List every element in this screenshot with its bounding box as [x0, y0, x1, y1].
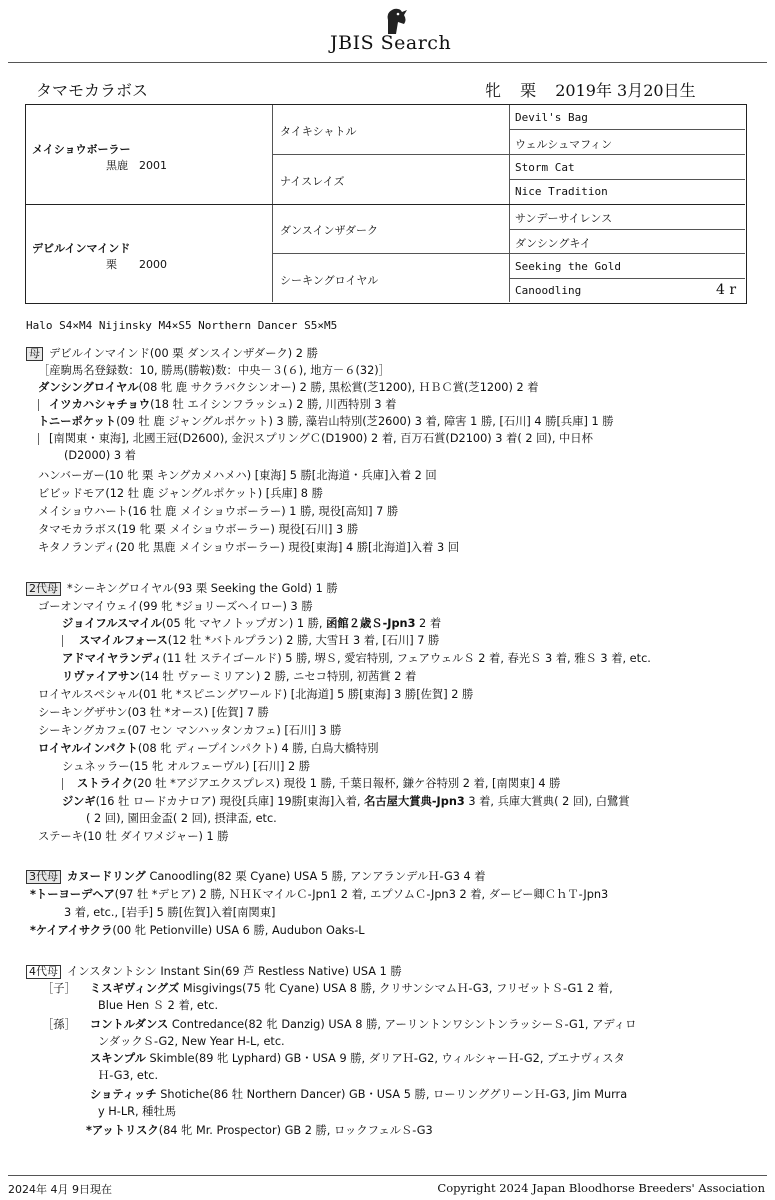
- pedigree-gen2-sire-sire[interactable]: タイキシャトル: [280, 125, 357, 138]
- pedigree-gen3-8[interactable]: Canoodling: [515, 284, 582, 297]
- list-item: ［孫］ コントルダンス Contredance(82 牝 Danzig) USA 8 勝, アーリントンワシントンラッシーＳ-G1, アディロ: [42, 1018, 637, 1031]
- pedigree-gen3-5[interactable]: サンデーサイレンス: [515, 212, 613, 225]
- list-item: ［子］ ミスギヴィングズ Misgivings(75 牝 Cyane) USA 8 勝, クリサンシマムＨ-G3, フリゼットＳ-G1 2 着,: [42, 982, 613, 995]
- list-item[interactable]: シーキングザサン(03 牡 *オース) [佐賀] 7 勝: [38, 706, 269, 719]
- footer-copyright: Copyright 2024 Japan Bloodhorse Breeders' Association: [437, 1181, 765, 1195]
- list-item: ロイヤルインパクト(08 牝 ディープインパクト) 4 勝, 白鳥大橋特別: [38, 742, 379, 755]
- pedigree-gen2-dam-dam[interactable]: シーキングロイヤル: [280, 274, 379, 287]
- list-item: トニーポケット(09 牡 鹿 ジャングルポケット) 3 勝, 藻岩山特別(芝2600) 3 着, 障害 1 勝, [石川] 4 勝[兵庫] 1 勝: [38, 415, 614, 428]
- list-item-cont: [南関東・東海], 北國王冠(D2600), 金沢スプリングＣ(D1900) 2 着, 百万石賞(D2100) 3 着( 2 回), 中日杯: [38, 432, 593, 446]
- footer-divider: [8, 1175, 767, 1176]
- list-item[interactable]: ハンバーガー(10 牝 栗 キングカメハメハ) [東海] 5 勝[北海道・兵庫]入着 2 回: [38, 469, 437, 482]
- list-item-cont: Ｈ-G3, etc.: [98, 1069, 159, 1082]
- section-tag-third-dam: 3代母: [26, 870, 61, 884]
- list-item-cont: ンダックＳ-G2, New Year H-L, etc.: [98, 1035, 285, 1048]
- list-item[interactable]: メイショウハート(16 牡 鹿 メイショウボーラー) 1 勝, 現役[高知] 7 勝: [38, 505, 399, 518]
- list-item[interactable]: ロイヤルスペシャル(01 牝 *スピニングワールド) [北海道] 5 勝[東海] 3 勝[佐賀] 2 勝: [38, 688, 474, 701]
- horse-color: 栗: [520, 81, 537, 100]
- inbreeding-info: Halo S4×M4 Nijinsky M4×S5 Northern Dancer S5×M5: [26, 319, 338, 332]
- list-item[interactable]: ビビッドモア(12 牡 鹿 ジャングルポケット) [兵庫] 8 勝: [38, 487, 323, 500]
- fourth-dam-header: 4代母 インスタントシン Instant Sin(69 芦 Restless Native) USA 1 勝: [26, 965, 402, 979]
- list-item: ジョイフルスマイル(05 牝 マヤノトップガン) 1 勝, 函館２歳Ｓ-Jpn3 2 着: [62, 617, 442, 630]
- section-tag-fourth-dam: 4代母: [26, 965, 61, 979]
- list-item-cont: 3 着, etc., [岩手] 5 勝[佐賀]入着[南関東]: [64, 906, 276, 919]
- dam-section-header: [26, 347, 318, 361]
- list-item-cont: Blue Hen Ｓ 2 着, etc.: [98, 999, 219, 1012]
- list-item: *ケイアイサクラ(00 牝 Petionville) USA 6 勝, Audubon Oaks-L: [30, 924, 365, 937]
- list-item[interactable]: シュネッラー(15 牝 オルフェーヴル) [石川] 2 勝: [62, 760, 311, 773]
- list-item: イツカハシャチョウ(18 牡 エイシンフラッシュ) 2 勝, 川西特別 3 着: [38, 398, 396, 412]
- list-item-cont: y H-LR, 種牡馬: [98, 1105, 177, 1118]
- list-item[interactable]: シーキングカフェ(07 セン マンハッタンカフェ) [石川] 3 勝: [38, 724, 342, 737]
- dam-name[interactable]: デビルインマインド: [32, 242, 131, 255]
- third-dam-header: 3代母 カヌードリング Canoodling(82 栗 Cyane) USA 5 勝, アンアランデルＨ-G3 4 着: [26, 870, 486, 884]
- family-number: 4 r: [716, 282, 737, 298]
- list-item-cont: ( 2 回), 園田金盃( 2 回), 摂津盃, etc.: [86, 812, 277, 825]
- horse-birth: 2019年 3月20日生: [555, 81, 696, 100]
- pedigree-gen3-7[interactable]: Seeking the Gold: [515, 260, 621, 273]
- list-item[interactable]: タマモカラボス(19 牝 栗 メイショウボーラー) 現役[石川] 3 勝: [38, 523, 359, 536]
- list-item: *アットリスク(84 牝 Mr. Prospector) GB 2 勝, ロックフェルＳ-G3: [86, 1124, 433, 1137]
- header-divider: [8, 62, 767, 63]
- jbis-logo[interactable]: [330, 6, 460, 54]
- list-item: アドマイヤランディ(11 牡 ステイゴールド) 5 勝, 堺Ｓ, 愛宕特別, フェアウェルＳ 2 着, 春光Ｓ 3 着, 雅Ｓ 3 着, etc.: [62, 652, 651, 665]
- dam-produce-record: ［産駒馬名登録数：10, 勝馬(勝鞍)数：中央－３(６), 地方－６(32)］: [38, 364, 390, 377]
- pedigree-gen3-6[interactable]: ダンシングキイ: [515, 237, 591, 250]
- list-item: ショティッチ Shotiche(86 牡 Northern Dancer) GB・USA 5 勝, ローリンググリーンＨ-G3, Jim Murra: [90, 1088, 628, 1101]
- list-item: ジンギ(16 牡 ロードカナロア) 現役[兵庫] 19勝[東海]入着, 名古屋大賞典-Jpn3 3 着, 兵庫大賞典( 2 回), 白鷺賞: [62, 795, 630, 808]
- sire-detail: 黒鹿 2001: [106, 159, 167, 172]
- section-tag-dam: 母: [26, 347, 43, 361]
- list-item: ストライク(20 牡 *アジアエクスプレス) 現役 1 勝, 千葉日報杯, 鎌ケ谷特別 2 着, [南関東] 4 勝: [62, 777, 560, 791]
- list-item: リヴァイアサン(14 牡 ヴァーミリアン) 2 勝, ニセコ特別, 初茜賞 2 着: [62, 670, 417, 683]
- list-item: スマイルフォース(12 牡 *バトルプラン) 2 勝, 大雪Ｈ 3 着, [石川] 7 勝: [62, 634, 439, 648]
- horse-name: タマモカラボス: [36, 81, 149, 100]
- logo-text: JBIS Search: [330, 32, 452, 54]
- pedigree-gen3-2[interactable]: ウェルシュマフィン: [515, 138, 613, 151]
- footer-date: 2024年 4月 9日現在: [8, 1183, 112, 1196]
- horse-sex: 牝: [485, 81, 502, 100]
- pedigree-gen2-sire-dam[interactable]: ナイスレイズ: [280, 175, 345, 188]
- list-item[interactable]: キタノランディ(20 牝 黒鹿 メイショウボーラー) 現役[東海] 4 勝[北海道]入着 3 回: [38, 541, 460, 554]
- pedigree-gen2-dam-sire[interactable]: ダンスインザダーク: [280, 224, 379, 237]
- sire-name[interactable]: メイショウボーラー: [32, 143, 131, 156]
- list-item: スキンプル Skimble(89 牝 Lyphard) GB・USA 9 勝, ダリアＨ-G2, ウィルシャーＨ-G2, ブエナヴィスタ: [90, 1052, 625, 1065]
- section-tag-second-dam: 2代母: [26, 582, 61, 596]
- list-item: *トーヨーデヘア(97 牡 *デヒア) 2 勝, ＮＨＫマイルＣ-Jpn1 2 着, エプソムＣ-Jpn3 2 着, ダービー卿ＣｈＴ-Jpn3: [30, 888, 609, 901]
- list-item[interactable]: ステーキ(10 牡 ダイワメジャー) 1 勝: [38, 830, 229, 843]
- list-item[interactable]: ゴーオンマイウェイ(99 牝 *ジョリーズヘイロー) 3 勝: [38, 600, 313, 613]
- pedigree-gen3-3[interactable]: Storm Cat: [515, 161, 575, 174]
- horse-profile: [485, 78, 710, 101]
- dam-line: デビルインマインド(00 栗 ダンスインザダーク) 2 勝: [49, 347, 318, 360]
- list-item-cont: (D2000) 3 着: [64, 449, 136, 462]
- pedigree-gen3-1[interactable]: Devil's Bag: [515, 111, 588, 124]
- pedigree-gen3-4[interactable]: Nice Tradition: [515, 185, 608, 198]
- second-dam-header: 2代母 *シーキングロイヤル(93 栗 Seeking the Gold) 1 勝: [26, 582, 338, 596]
- dam-detail: 栗 2000: [106, 258, 167, 271]
- pedigree-table: [25, 104, 747, 304]
- list-item: ダンシングロイヤル(08 牝 鹿 サクラバクシンオー) 2 勝, 黒松賞(芝1200), ＨＢＣ賞(芝1200) 2 着: [38, 381, 539, 394]
